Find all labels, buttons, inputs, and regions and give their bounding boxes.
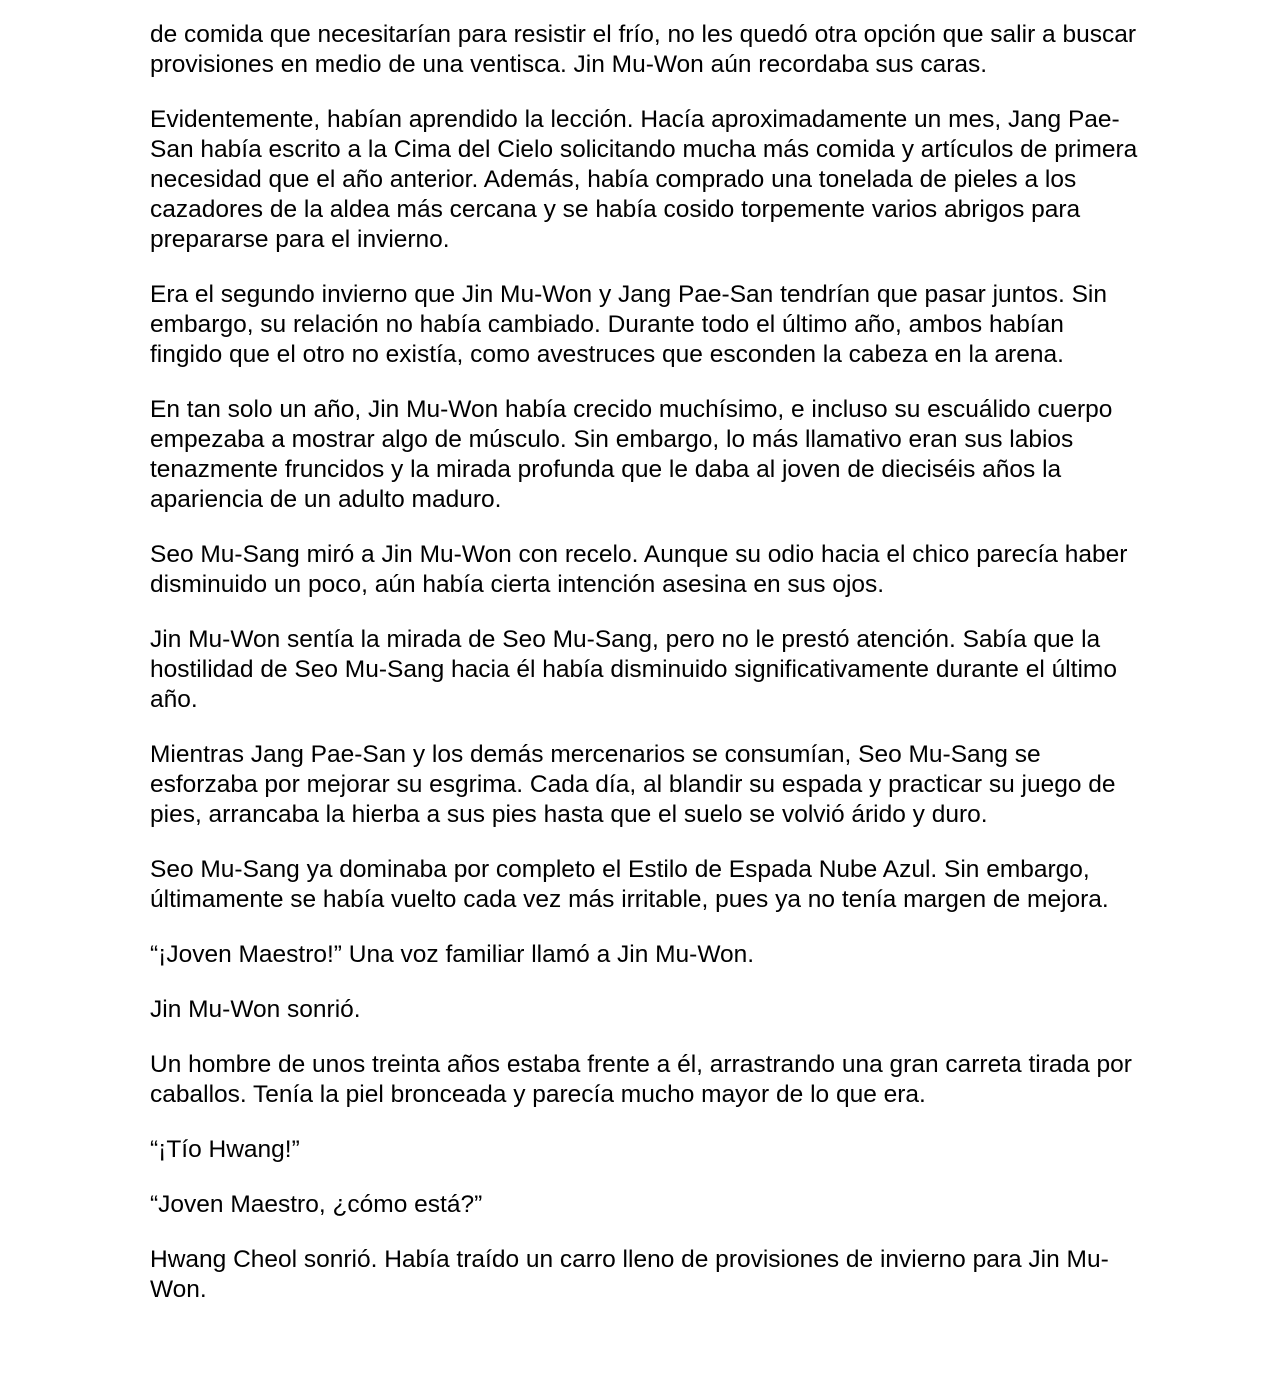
- paragraph: “¡Joven Maestro!” Una voz familiar llamó a Jin Mu-Won.: [150, 941, 755, 968]
- paragraph: Jin Mu-Won sonrió.: [150, 996, 361, 1023]
- paragraph: En tan solo un año, Jin Mu-Won había crecido muchísimo, e incluso su escuálido cuerpo empezaba a mostrar algo de músculo. Sin embargo, lo más llamativo eran sus labios tenazmente fruncidos y la mirada profunda que le daba al joven de dieciséis años la apariencia de un adulto maduro.: [150, 396, 1113, 513]
- paragraph: Un hombre de unos treinta años estaba frente a él, arrastrando una gran carreta tirada por caballos. Tenía la piel bronceada y parecía mucho mayor de lo que era.: [150, 1051, 1132, 1108]
- document-page: [150, 20, 1140, 1330]
- paragraph: Mientras Jang Pae-San y los demás mercenarios se consumían, Seo Mu-Sang se esforzaba por mejorar su esgrima. Cada día, al blandir su espada y practicar su juego de pies, arrancaba la hierba a sus pies hasta que el suelo se volvió árido y duro.: [150, 741, 1116, 828]
- paragraph: Era el segundo invierno que Jin Mu-Won y Jang Pae-San tendrían que pasar juntos. Sin embargo, su relación no había cambiado. Durante todo el último año, ambos habían fingido que el otro no existía, como avestruces que esconden la cabeza en la arena.: [150, 281, 1107, 368]
- paragraph: Hwang Cheol sonrió. Había traído un carro lleno de provisiones de invierno para Jin Mu-Won.: [150, 1246, 1109, 1303]
- paragraph: de comida que necesitarían para resistir el frío, no les quedó otra opción que salir a buscar provisiones en medio de una ventisca. Jin Mu-Won aún recordaba sus caras.: [150, 21, 1137, 78]
- paragraph: “¡Tío Hwang!”: [150, 1136, 300, 1163]
- paragraph: Seo Mu-Sang ya dominaba por completo el Estilo de Espada Nube Azul. Sin embargo, últimamente se había vuelto cada vez más irritable, pues ya no tenía margen de mejora.: [150, 856, 1109, 913]
- paragraph: Evidentemente, habían aprendido la lección. Hacía aproximadamente un mes, Jang Pae-San había escrito a la Cima del Cielo solicitando mucha más comida y artículos de primera necesidad que el año anterior. Además, había comprado una tonelada de pieles a los cazadores de la aldea más cercana y se había cosido torpemente varios abrigos para prepararse para el invierno.: [150, 106, 1138, 253]
- paragraph: “Joven Maestro, ¿cómo está?”: [150, 1191, 483, 1218]
- paragraph: Seo Mu-Sang miró a Jin Mu-Won con recelo. Aunque su odio hacia el chico parecía haber disminuido un poco, aún había cierta intención asesina en sus ojos.: [150, 541, 1128, 598]
- paragraph: Jin Mu-Won sentía la mirada de Seo Mu-Sang, pero no le prestó atención. Sabía que la hostilidad de Seo Mu-Sang hacia él había disminuido significativamente durante el último año.: [150, 626, 1117, 713]
